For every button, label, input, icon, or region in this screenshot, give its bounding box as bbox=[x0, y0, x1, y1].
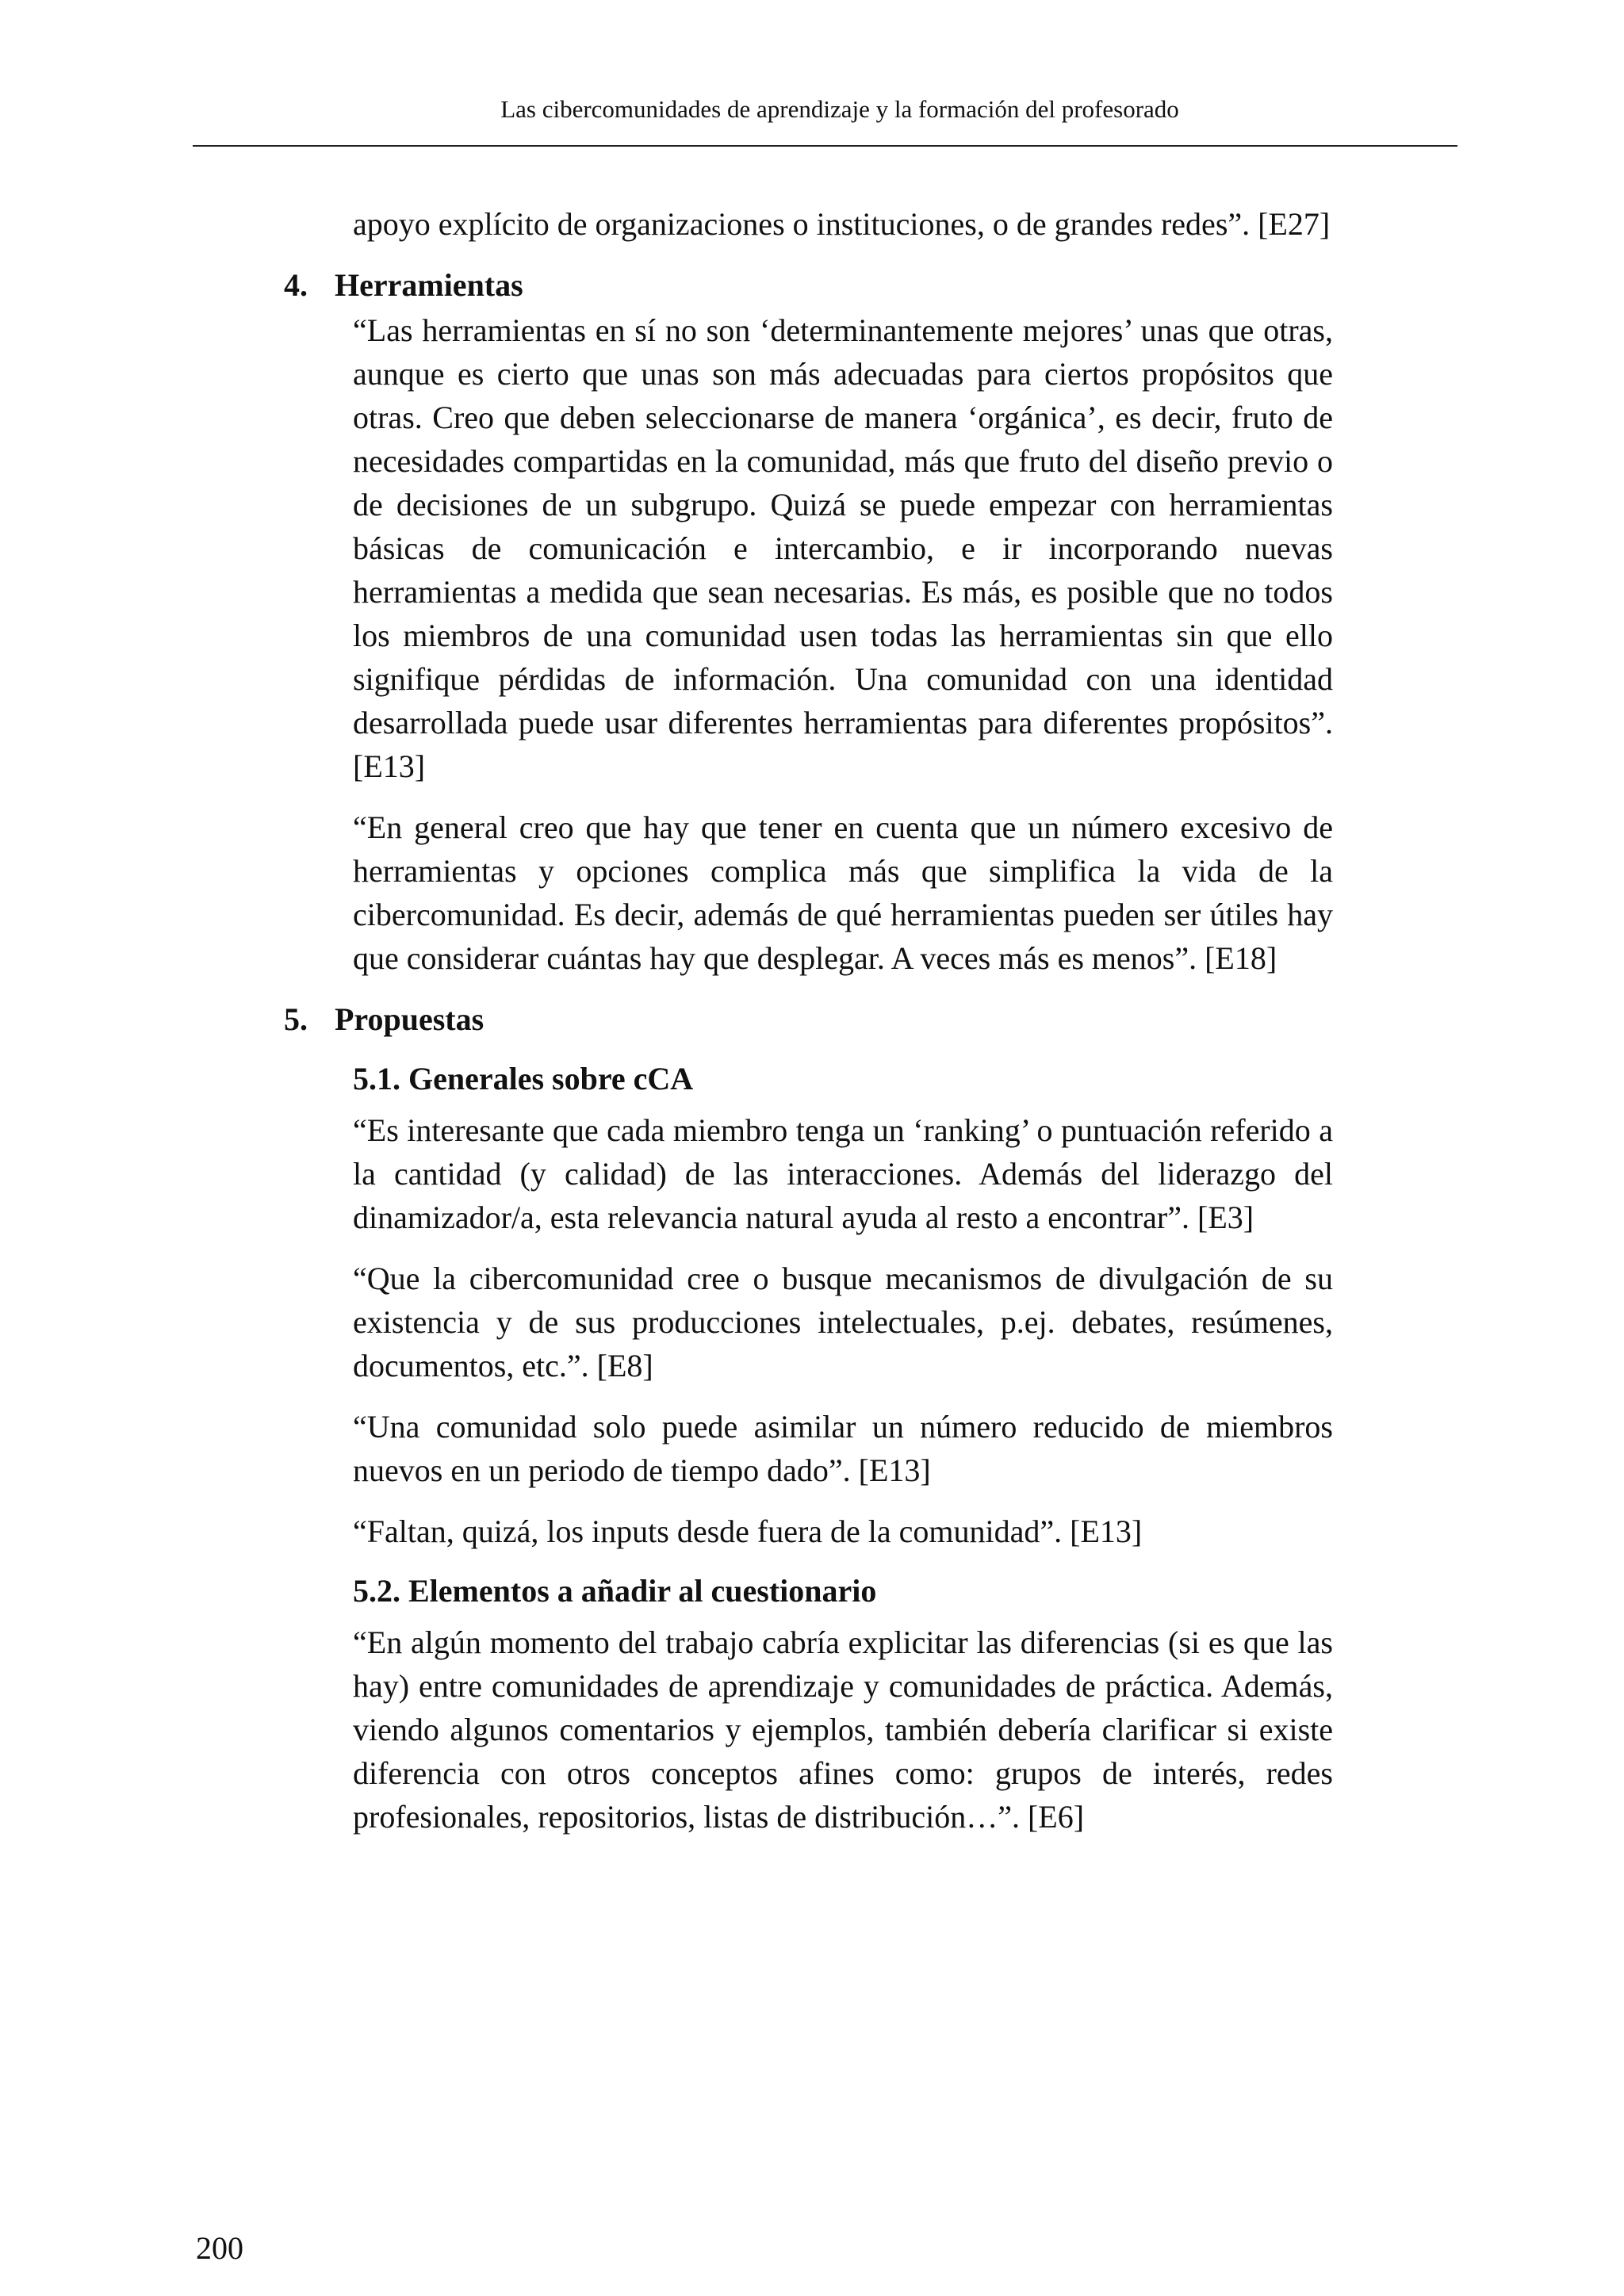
subsection-heading-elementos: 5.2. Elementos a añadir al cuestionario bbox=[353, 1573, 877, 1609]
section-number: 4. bbox=[284, 267, 308, 303]
quote-paragraph: “Es interesante que cada miembro tenga un ‘ranking’ o puntuación referido a la cantidad (y calidad) de las interacciones. Además del liderazgo del dinamizador/a, esta relevancia natural ayuda al resto a encontrar”. [E3] bbox=[353, 1112, 1333, 1235]
section-heading-herramientas bbox=[284, 263, 1333, 307]
quote-paragraph: “Faltan, quizá, los inputs desde fuera de la comunidad”. [E13] bbox=[353, 1513, 1143, 1549]
quote-paragraph: “Una comunidad solo puede asimilar un número reducido de miembros nuevos en un periodo de tiempo dado”. [E13] bbox=[353, 1409, 1333, 1488]
page-number: 200 bbox=[196, 2230, 243, 2266]
section-number: 5. bbox=[284, 1001, 308, 1037]
header-rule bbox=[193, 145, 1457, 147]
section-heading-propuestas bbox=[284, 997, 1333, 1041]
quote-paragraph: “En algún momento del trabajo cabría explicitar las diferencias (si es que las hay) entre comunidades de aprendizaje y comunidades de práctica. Además, viendo algunos comentarios y ejemplos, también debería clarificar si existe diferencia con otros conceptos afines como: grupos de interés, redes profesionales, repositorios, listas de distribución…”. [E6] bbox=[353, 1624, 1333, 1835]
quote-paragraph: “Las herramientas en sí no son ‘determinantemente mejores’ unas que otras, aunque es cierto que unas son más adecuadas para ciertos propósitos que otras. Creo que deben seleccionarse de manera ‘orgánica’, es decir, fruto de necesidades compartidas en la comunidad, más que fruto del diseño previo o de decisiones de un subgrupo. Quizá se puede empezar con herramientas básicas de comunicación e intercambio, e ir incorporando nuevas herramientas a medida que sean necesarias. Es más, es posible que no todos los miembros de una comunidad usen todas las herramientas sin que ello signifique pérdidas de información. Una comunidad con una identidad desarrollada puede usar diferentes herramientas para diferentes propósitos”. [E13] bbox=[353, 312, 1333, 784]
running-header: Las cibercomunidades de aprendizaje y la formación del profesorado bbox=[500, 95, 1179, 123]
section-title: Herramientas bbox=[335, 267, 523, 303]
subsection-heading-generales: 5.1. Generales sobre cCA bbox=[353, 1061, 694, 1096]
section-title: Propuestas bbox=[335, 1001, 485, 1037]
quote-paragraph: “Que la cibercomunidad cree o busque mecanismos de divulgación de su existencia y de sus producciones intelectuales, p.ej. debates, resúmenes, documentos, etc.”. [E8] bbox=[353, 1261, 1333, 1383]
page-body bbox=[284, 202, 1333, 1839]
intro-paragraph: apoyo explícito de organizaciones o instituciones, o de grandes redes”. [E27] bbox=[353, 206, 1331, 242]
quote-paragraph: “En general creo que hay que tener en cuenta que un número excesivo de herramientas y opciones complica más que simplifica la vida de la cibercomunidad. Es decir, además de qué herramientas pueden ser útiles hay que considerar cuántas hay que desplegar. A veces más es menos”. [E18] bbox=[353, 809, 1333, 976]
